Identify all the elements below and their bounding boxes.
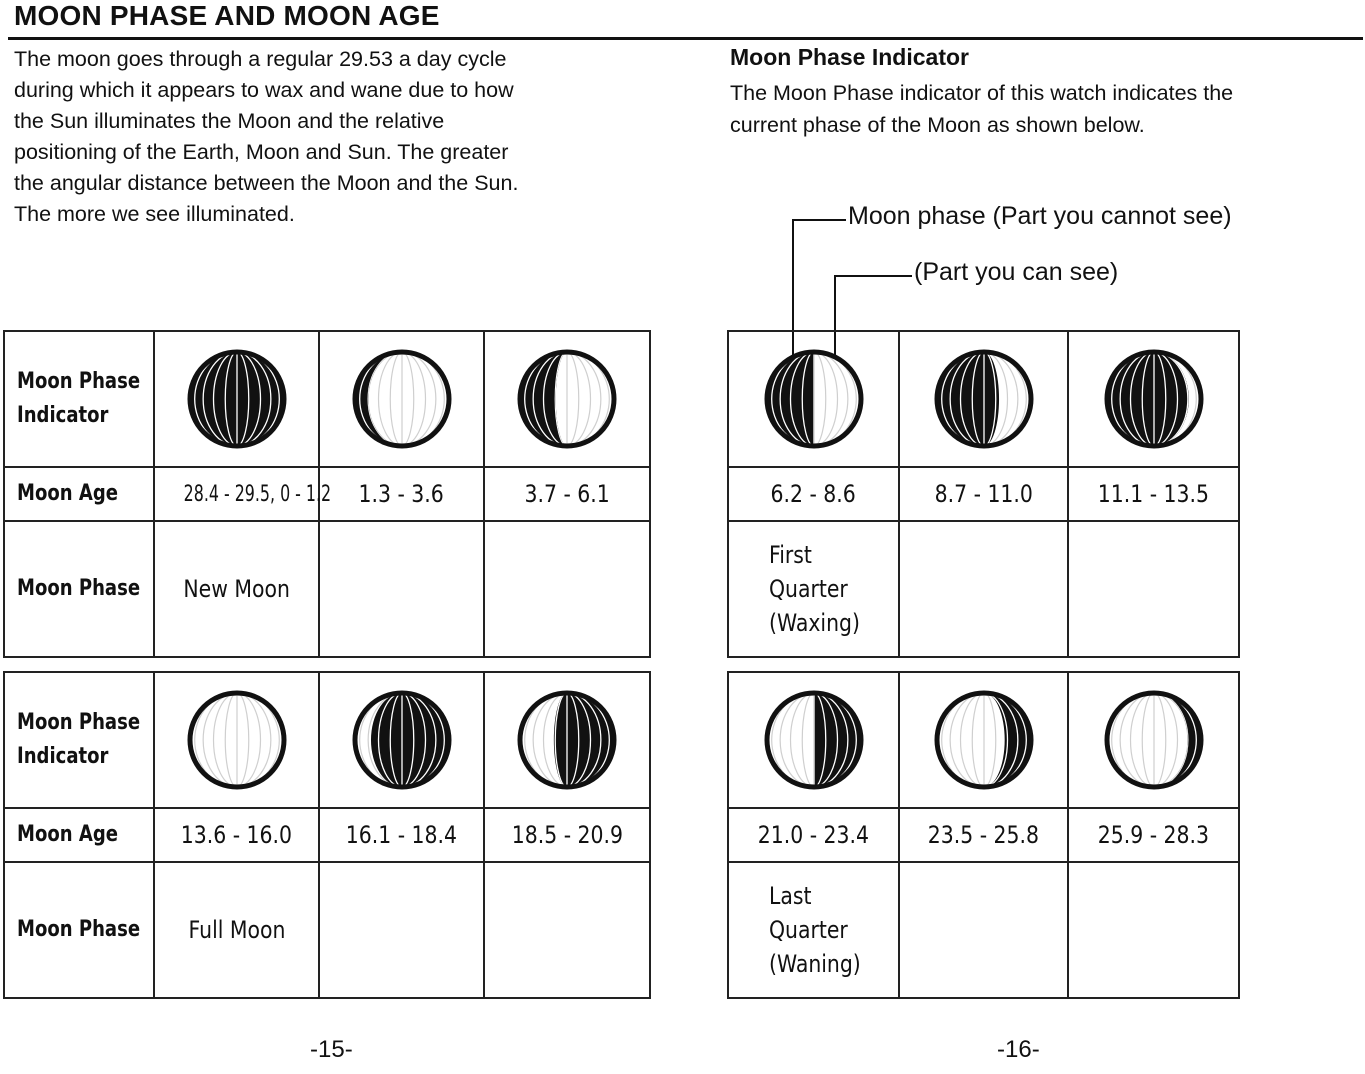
moon-phase-name-cell xyxy=(1068,862,1239,998)
moon-phase-cell xyxy=(484,672,650,808)
moon-phase-cell xyxy=(1068,331,1239,467)
indicator-description: The Moon Phase indicator of this watch indicates the current phase of the Moon as shown below. xyxy=(730,81,1234,137)
callout-leader-line xyxy=(834,275,912,277)
indicator-heading: Moon Phase Indicator xyxy=(730,44,969,70)
title-divider xyxy=(8,37,1363,40)
row-label-phase: Moon Phase xyxy=(4,862,154,998)
moon-age-cell: 23.5 - 25.8 xyxy=(899,808,1068,862)
moon-phase-cell xyxy=(154,672,319,808)
page-number-right: -16- xyxy=(997,1036,1040,1063)
moon-age-cell: 1.3 - 3.6 xyxy=(319,467,484,521)
moon-phase-cell xyxy=(1068,672,1239,808)
moon-age-cell: 8.7 - 11.0 xyxy=(899,467,1068,521)
waxing-gibbous-icon xyxy=(1107,352,1201,446)
moon-table-right-bottom xyxy=(727,671,1240,999)
intro-paragraph: The moon goes through a regular 29.53 a day cycle during which it appears to wax and wane due to how the Sun illuminates the Moon and the relative positioning of the Earth, Moon and Sun. The greater the angular distance between the Moon and the Sun. The more we see illuminated. xyxy=(14,47,519,226)
moon-phase-name-cell xyxy=(484,862,650,998)
moon-age-cell: 21.0 - 23.4 xyxy=(728,808,899,862)
moon-phase-cell xyxy=(899,331,1068,467)
moon-age-cell: 6.2 - 8.6 xyxy=(728,467,899,521)
last-quarter-icon xyxy=(767,693,861,787)
waning-gibbous-icon xyxy=(355,693,449,787)
moon-age-cell: 11.1 - 13.5 xyxy=(1068,467,1239,521)
row-label-age: Moon Age xyxy=(4,808,154,862)
moon-phase-name-cell xyxy=(319,521,484,657)
moon-phase-name-cell xyxy=(1068,521,1239,657)
moon-phase-name-cell xyxy=(899,521,1068,657)
moon-age-cell: 3.7 - 6.1 xyxy=(484,467,650,521)
waning-gibbous-icon xyxy=(520,693,614,787)
moon-phase-cell xyxy=(728,672,899,808)
moon-phase-cell xyxy=(728,331,899,467)
page-number-left: -15- xyxy=(310,1036,353,1063)
moon-age-cell: 25.9 - 28.3 xyxy=(1068,808,1239,862)
moon-table-right-top xyxy=(727,330,1240,658)
moon-phase-cell xyxy=(319,672,484,808)
waxing-crescent-icon xyxy=(520,352,614,446)
moon-age-cell: 16.1 - 18.4 xyxy=(319,808,484,862)
moon-phase-cell xyxy=(899,672,1068,808)
moon-age-cell: 18.5 - 20.9 xyxy=(484,808,650,862)
row-label-age: Moon Age xyxy=(4,467,154,521)
row-label-indicator: Moon Phase Indicator xyxy=(4,331,154,467)
row-label-phase: Moon Phase xyxy=(4,521,154,657)
moon-phase-cell xyxy=(319,331,484,467)
moon-age-cell: 13.6 - 16.0 xyxy=(154,808,319,862)
moon-age-cell: 28.4 - 29.5, 0 - 1.2 xyxy=(154,467,319,521)
waning-crescent-icon xyxy=(1107,693,1201,787)
full-moon-icon xyxy=(190,693,284,787)
row-label-indicator: Moon Phase Indicator xyxy=(4,672,154,808)
first-quarter-icon xyxy=(767,352,861,446)
new-moon-icon xyxy=(190,352,284,446)
moon-phase-name-cell: New Moon xyxy=(154,521,319,657)
moon-phase-name-cell: Full Moon xyxy=(154,862,319,998)
moon-phase-cell xyxy=(484,331,650,467)
callout-leader-line xyxy=(792,219,846,221)
callout-part-cannot-see: Moon phase (Part you cannot see) xyxy=(848,202,1232,230)
waning-crescent-icon xyxy=(937,693,1031,787)
moon-phase-name-cell: Last Quarter (Waning) xyxy=(728,862,899,998)
moon-table-left-bottom xyxy=(3,671,651,999)
waxing-crescent-icon xyxy=(355,352,449,446)
moon-phase-cell xyxy=(154,331,319,467)
waxing-gibbous-icon xyxy=(937,352,1031,446)
callout-part-can-see: (Part you can see) xyxy=(914,258,1119,286)
page-title: MOON PHASE AND MOON AGE xyxy=(14,0,440,31)
moon-phase-name-cell xyxy=(484,521,650,657)
moon-table-left-top xyxy=(3,330,651,658)
moon-phase-name-cell: First Quarter (Waxing) xyxy=(728,521,899,657)
moon-phase-name-cell xyxy=(319,862,484,998)
moon-phase-name-cell xyxy=(899,862,1068,998)
